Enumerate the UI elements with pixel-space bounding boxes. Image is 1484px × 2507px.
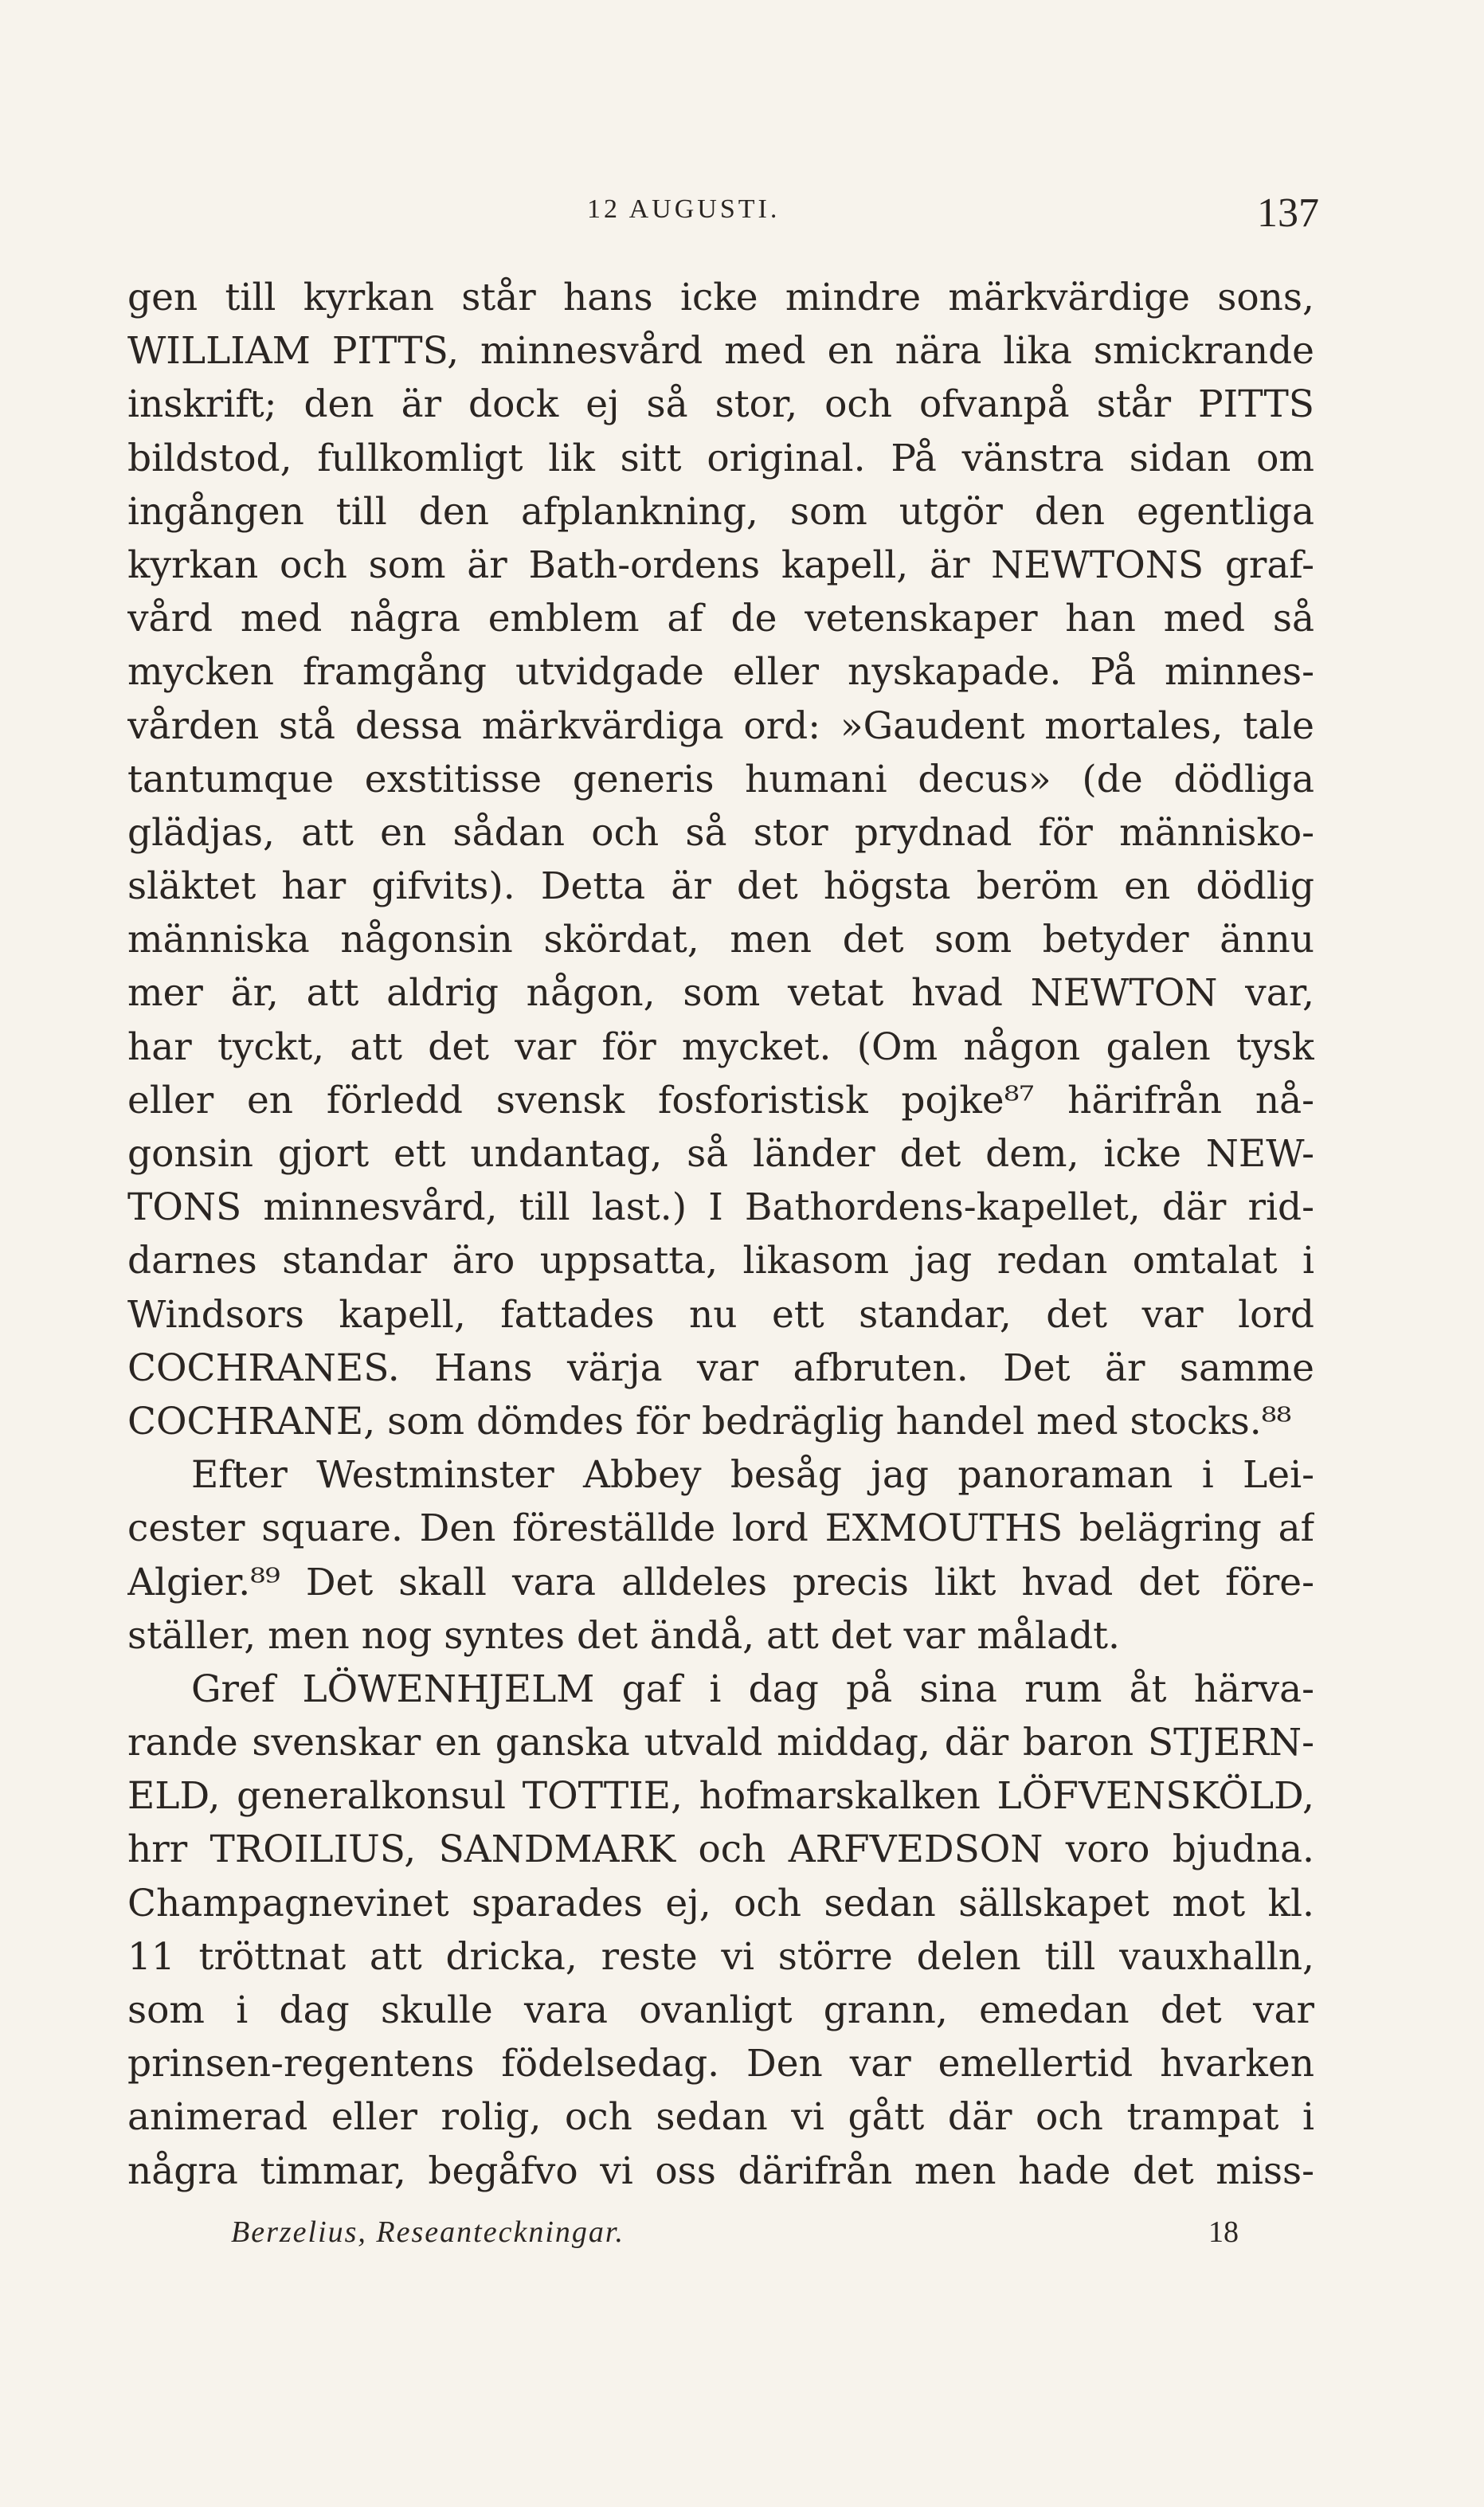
text-line: ställer, men nog syntes det ändå, att det var måladt. (127, 1613, 1120, 1658)
text-line: 11 tröttnat att dricka, reste vi större delen till vauxhalln, (127, 1934, 1314, 1979)
text-line: mer är, att aldrig någon, som vetat hvad NEWTON var, (127, 971, 1314, 1016)
text-line: darnes standar äro uppsatta, likasom jag redan omtalat i (127, 1239, 1314, 1283)
text-line: ELD, generalkonsul TOTTIE, hofmarskalken LÖFVENSKÖLD, (127, 1774, 1314, 1819)
text-line: bildstod, fullkomligt lik sitt original. På vänstra sidan om (127, 436, 1314, 480)
page-footer (0, 2215, 1484, 2262)
text-line: WILLIAM PITTS, minnesvård med en nära lika smickrande (127, 329, 1314, 374)
running-head: 12 AUGUSTI. (587, 194, 781, 224)
text-line: vård med några emblem af de vetenskaper han med så (127, 597, 1314, 641)
text-line: Champagnevinet sparades ej, och sedan sällskapet mot kl. (127, 1881, 1314, 1925)
text-line: har tyckt, att det var för mycket. (Om någon galen tysk (127, 1024, 1314, 1069)
text-line: COCHRANE, som dömdes för bedräglig handel med stocks.⁸⁸ (127, 1399, 1292, 1443)
text-line: mycken framgång utvidgade eller nyskapade. På minnes- (127, 650, 1314, 695)
text-line: prinsen-regentens födelsedag. Den var emellertid hvarken (127, 2042, 1314, 2086)
text-line: Gref LÖWENHJELM gaf i dag på sina rum åt härva- (191, 1667, 1314, 1711)
text-line: eller en förledd svensk fosforistisk pojke⁸⁷ härifrån nå- (127, 1078, 1314, 1122)
text-line: några timmar, begåfvo vi oss därifrån men hade det miss- (127, 2149, 1314, 2193)
text-line: Algier.⁸⁹ Det skall vara alldeles precis likt hvad det före- (127, 1560, 1314, 1604)
text-line: animerad eller rolig, och sedan vi gått där och trampat i (127, 2095, 1314, 2140)
text-line: glädjas, att en sådan och så stor prydnad för människo- (127, 810, 1314, 855)
text-line: som i dag skulle vara ovanligt grann, emedan det var (127, 1988, 1314, 2032)
text-line: Efter Westminster Abbey besåg jag panoraman i Lei- (191, 1453, 1314, 1498)
text-line: cester square. Den föreställde lord EXMOUTHS belägring af (127, 1506, 1314, 1551)
text-line: inskrift; den är dock ej så stor, och ofvanpå står PITTS (127, 382, 1314, 427)
text-line: TONS minnesvård, till last.) I Bathordens-kapellet, där rid- (127, 1185, 1314, 1230)
text-line: kyrkan och som är Bath-ordens kapell, är NEWTONS graf- (127, 543, 1314, 587)
text-line: människa någonsin skördat, men det som betyder ännu (127, 918, 1314, 962)
sheet-number: 18 (1208, 2215, 1239, 2249)
text-line: hrr TROILIUS, SANDMARK och ARFVEDSON voro bjudna. (127, 1827, 1314, 1872)
text-line: COCHRANES. Hans värja var afbruten. Det är samme (127, 1346, 1314, 1390)
signature-mark: Berzelius, Reseanteckningar. (231, 2215, 625, 2249)
text-line: rande svenskar en ganska utvald middag, där baron STJERN- (127, 1721, 1314, 1765)
text-line: gonsin gjort ett undantag, så länder det dem, icke NEW- (127, 1132, 1314, 1176)
text-line: ingången till den afplankning, som utgör den egentliga (127, 489, 1314, 534)
page-number: 137 (1257, 190, 1319, 236)
text-line: släktet har gifvits). Detta är det högsta beröm en dödlig (127, 864, 1314, 909)
text-line: Windsors kapell, fattades nu ett standar, det var lord (127, 1292, 1314, 1337)
text-line: vården stå dessa märkvärdiga ord: »Gaudent mortales, tale (127, 703, 1314, 748)
text-line: gen till kyrkan står hans icke mindre märkvärdige sons, (127, 276, 1314, 319)
text-line: tantumque exstitisse generis humani decus» (de dödliga (127, 757, 1314, 801)
body-text (127, 271, 1314, 2198)
page-header (0, 190, 1484, 245)
